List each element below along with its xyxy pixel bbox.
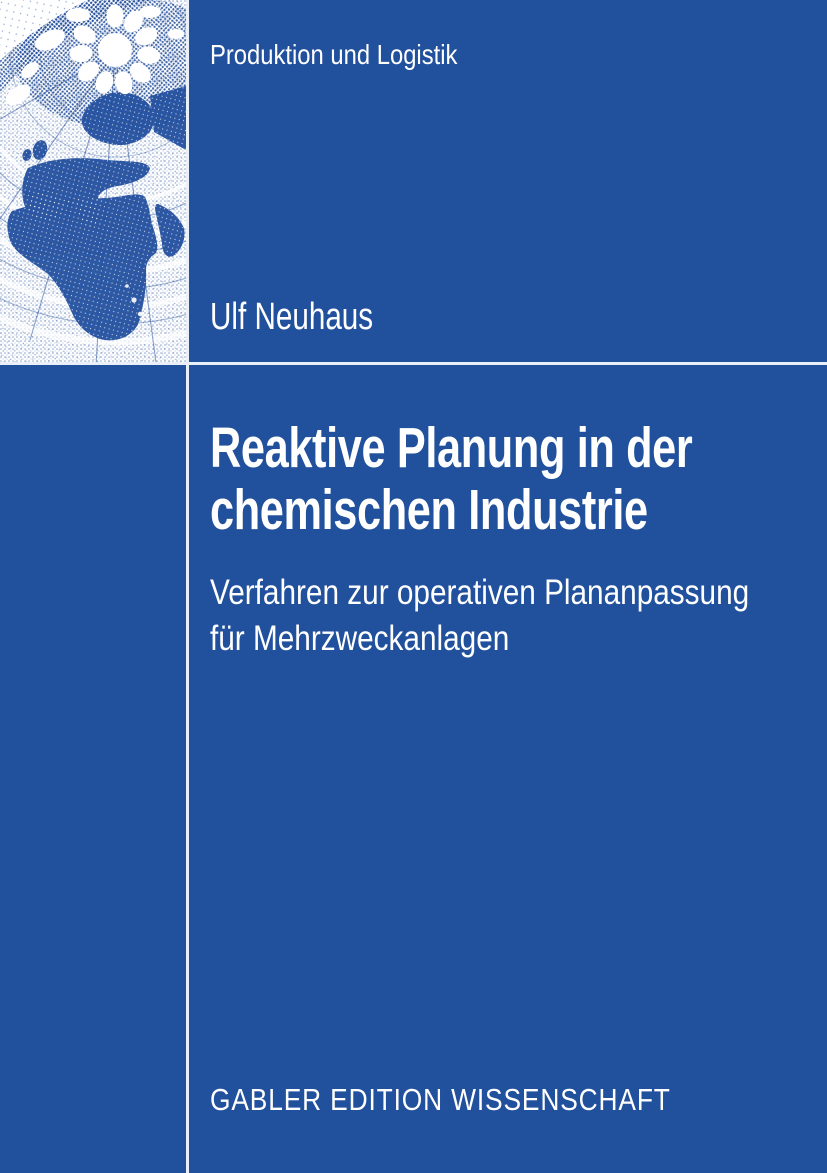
book-title xyxy=(210,417,827,541)
book-title-line-2-text: chemischen Industrie xyxy=(210,478,648,542)
vertical-divider xyxy=(186,0,189,1173)
author-name-text: Ulf Neuhaus xyxy=(210,296,374,338)
publisher-imprint xyxy=(210,1082,752,1118)
book-subtitle-line-1 xyxy=(210,570,827,616)
publisher-imprint-text: GABLER EDITION WISSENSCHAFT xyxy=(210,1082,671,1117)
book-title-line-2 xyxy=(210,479,827,541)
series-title xyxy=(210,39,501,71)
book-title-line-1 xyxy=(210,417,827,479)
book-subtitle-line-2-text: für Mehrzweckanlagen xyxy=(210,619,510,658)
book-title-line-1-text: Reaktive Planung in der xyxy=(210,416,693,480)
book-subtitle-line-1-text: Verfahren zur operativen Plananpassung xyxy=(210,573,750,612)
globe-panel xyxy=(0,0,186,362)
book-subtitle-line-2 xyxy=(210,616,827,662)
author-name xyxy=(210,296,419,339)
series-title-text: Produktion und Logistik xyxy=(210,39,458,70)
book-subtitle xyxy=(210,570,827,662)
horizontal-divider xyxy=(0,362,827,365)
world-globe-stipple-icon xyxy=(0,0,186,362)
